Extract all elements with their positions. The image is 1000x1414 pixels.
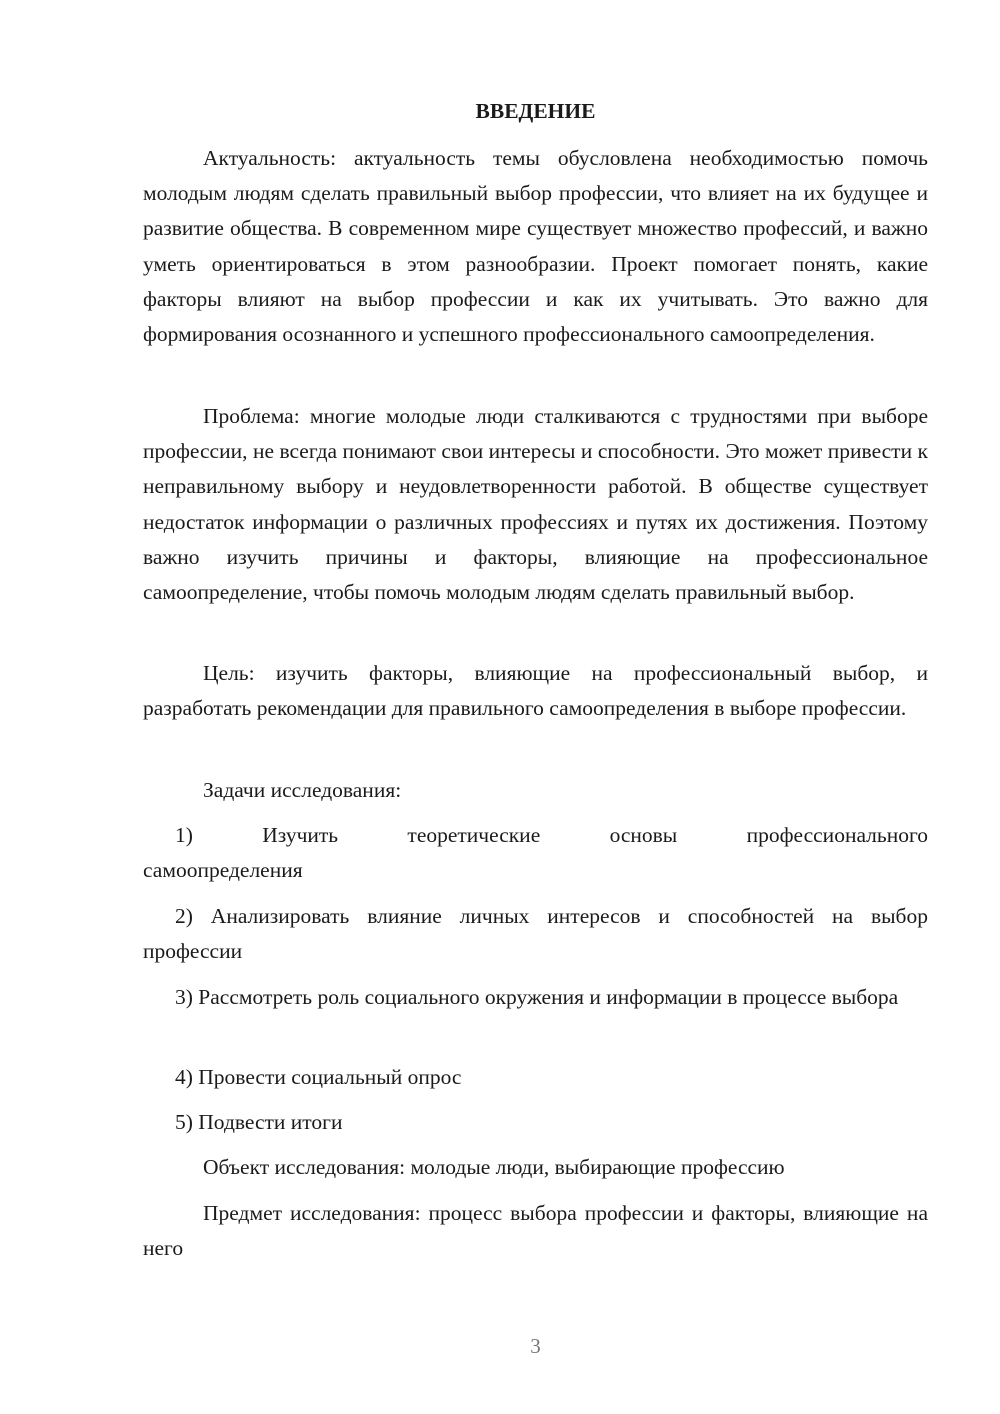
page-number: 3	[530, 1334, 541, 1358]
page-title: ВВЕДЕНИЕ	[475, 99, 596, 123]
list-item-task-1: 1) Изучить теоретические основы профессионального самоопределения	[143, 823, 928, 883]
paragraph-tasks-heading: Задачи исследования:	[203, 778, 402, 802]
paragraph-problem: Проблема: многие молодые люди сталкиваются с трудностями при выборе профессии, не всегда понимают свои интересы и способности. Это может привести к неправильному выбору и неудовлетворенности работой. В обществе существует недостаток информации о различных профессиях и путях их достижения. Поэтому важно изучить причины и факторы, влияющие на профессиональное самоопределение, чтобы помочь молодым людям сделать правильный выбор.	[143, 404, 928, 605]
list-item-task-2: 2) Анализировать влияние личных интересов и способностей на выбор профессии	[143, 904, 928, 964]
paragraph-object: Объект исследования: молодые люди, выбирающие профессию	[203, 1155, 785, 1179]
paragraph-subject: Предмет исследования: процесс выбора профессии и факторы, влияющие на него	[143, 1201, 928, 1261]
paragraph-goal: Цель: изучить факторы, влияющие на профессиональный выбор, и разработать рекомендации для правильного самоопределения в выборе профессии.	[143, 661, 928, 721]
list-item-task-5: 5) Подвести итоги	[175, 1110, 343, 1134]
list-item-task-3: 3) Рассмотреть роль социального окружения и информации в процессе выбора	[175, 985, 899, 1009]
list-item-task-4: 4) Провести социальный опрос	[175, 1065, 462, 1089]
paragraph-relevance: Актуальность: актуальность темы обусловлена необходимостью помочь молодым людям сделать правильный выбор профессии, что влияет на их будущее и развитие общества. В современном мире существует множество профессий, и важно уметь ориентироваться в этом разнообразии. Проект помогает понять, какие факторы влияют на выбор профессии и как их учитывать. Это важно для формирования осознанного и успешного профессионального самоопределения.	[143, 146, 928, 347]
